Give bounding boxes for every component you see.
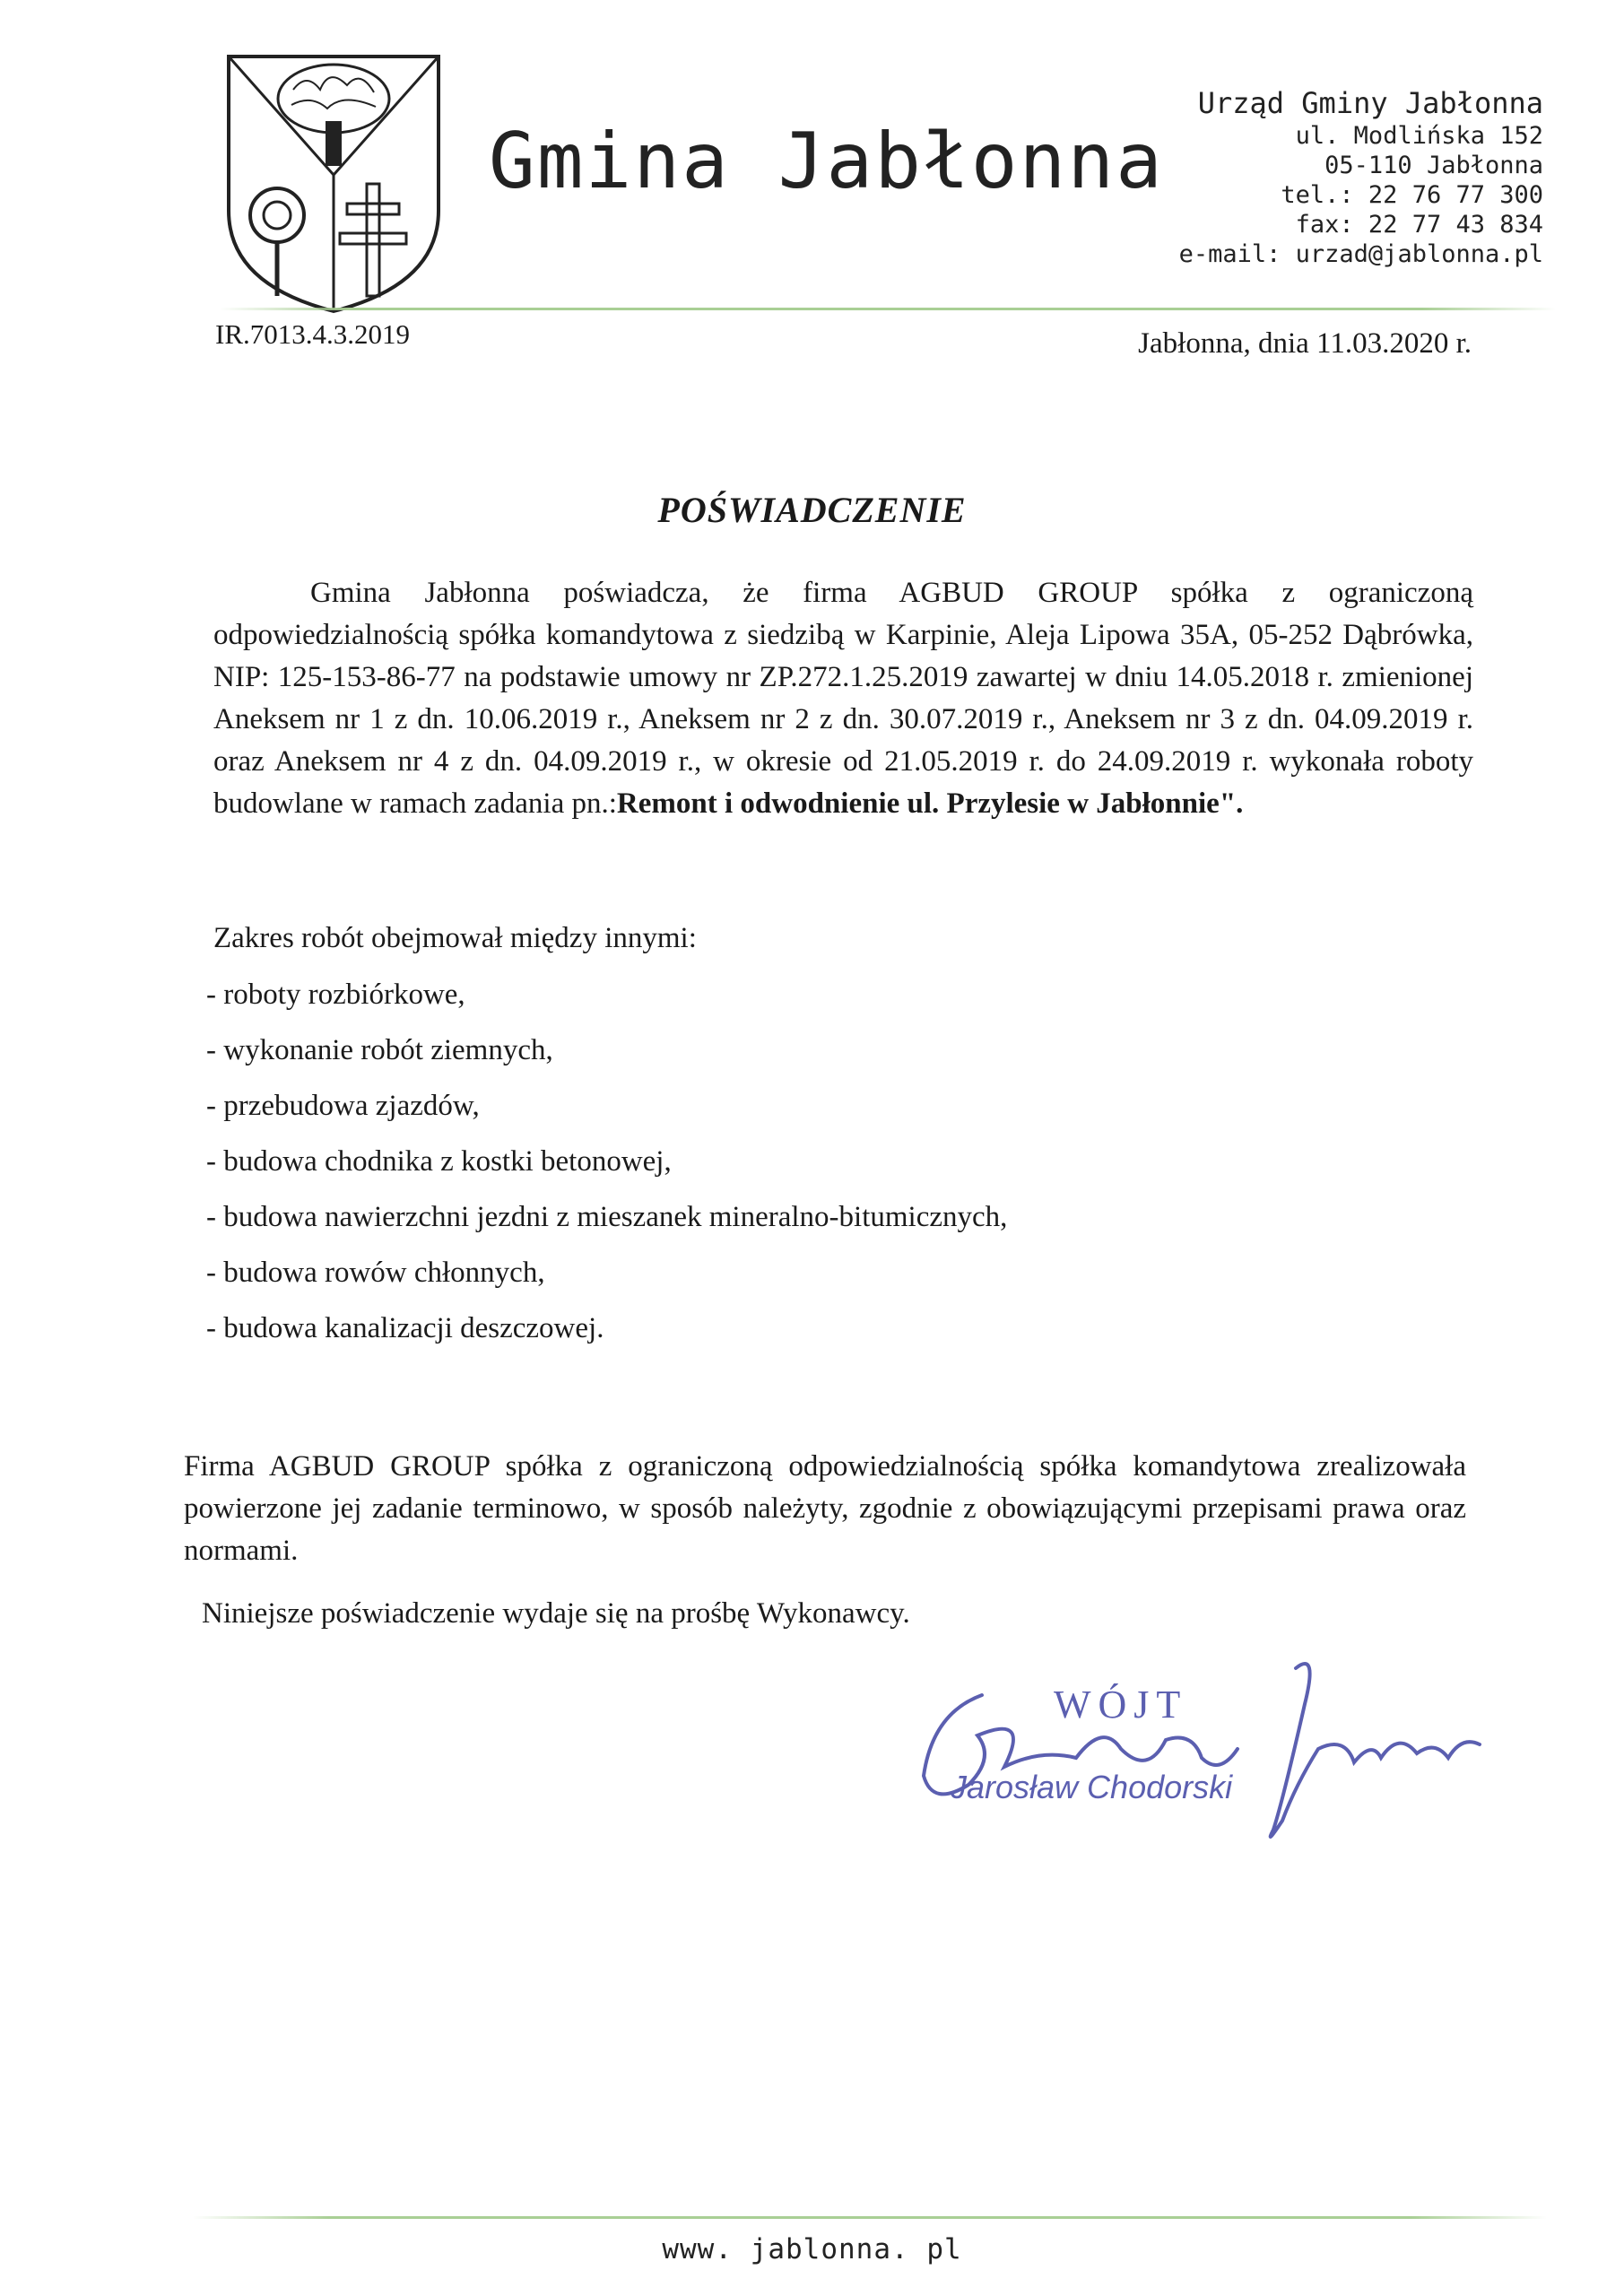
header-divider — [220, 308, 1556, 310]
footer-divider — [193, 2216, 1547, 2219]
postal-address: 05-110 Jabłonna — [1324, 152, 1543, 179]
completion-paragraph: Firma AGBUD GROUP spółka z ograniczoną odpowiedzialnością spółka komandytowa zrealizowała powierzone jej zadanie terminowo, w sposób należyty, zgodnie z obowiązującymi przepisami prawa oraz normami. — [184, 1450, 1466, 1567]
list-item: - budowa kanalizacji deszczowej. — [206, 1312, 604, 1344]
list-item: - roboty rozbiórkowe, — [206, 978, 465, 1011]
list-item: - budowa nawierzchni jezdni z mieszanek mineralno-bitumicznych, — [206, 1201, 1008, 1233]
footer-website: www. jablonna. pl — [662, 2233, 962, 2266]
scope-intro: Zakres robót obejmował między innymi: — [213, 922, 697, 954]
list-item: - wykonanie robót ziemnych, — [206, 1034, 553, 1066]
certification-text: Gmina Jabłonna poświadcza, że firma AGBUD GROUP spółka z ograniczoną odpowiedzialnością spółka komandytowa z siedzibą w Karpinie, Aleja Lipowa 35A, 05-252 Dąbrówka, NIP: 125-153-86-77 na podstawie umowy nr ZP.272.1.25.2019 zawartej w dniu 14.05.2018 r. zmienionej Aneksem nr 1 z dn. 10.06.2019 r., Aneksem nr 2 z dn. 30.07.2019 r., Aneksem nr 3 z dn. 04.09.2019 r. oraz Aneksem nr 4 z dn. 04.09.2019 r., w okresie od 21.05.2019 r. do 24.09.2019 r. wykonała roboty budowlane w ramach zadania pn.: — [213, 577, 1473, 820]
street-address: ul. Modlińska 152 — [1295, 122, 1543, 150]
certification-paragraph — [213, 572, 1473, 825]
signature-stroke-right — [1271, 1664, 1480, 1837]
issue-date: Jabłonna, dnia 11.03.2020 r. — [1138, 327, 1472, 360]
stamp-name: Jarosław Chodorski — [951, 1769, 1233, 1805]
document-heading: POŚWIADCZENIE — [657, 490, 967, 530]
list-item: - budowa chodnika z kostki betonowej, — [206, 1145, 672, 1178]
scope-list — [206, 974, 1007, 1363]
phone-number: tel.: 22 76 77 300 — [1281, 181, 1543, 209]
task-name: Remont i odwodnienie ul. Przylesie w Jabłonnie". — [616, 787, 1244, 820]
reference-number: IR.7013.4.3.2019 — [215, 318, 410, 350]
fax-number: fax: 22 77 43 834 — [1295, 211, 1543, 239]
closing-statement: Niniejsze poświadczenie wydaje się na prośbę Wykonawcy. — [202, 1597, 910, 1630]
signature-stamp — [897, 1650, 1542, 1848]
stamp-title: WÓJT — [1054, 1683, 1188, 1726]
contact-block — [1005, 85, 1543, 269]
list-item: - budowa rowów chłonnych, — [206, 1257, 545, 1289]
municipality-title: Gmina Jabłonna — [489, 117, 1164, 206]
email-address: e-mail: urzad@jablonna.pl — [1178, 240, 1543, 268]
coat-of-arms-emblem — [221, 49, 446, 318]
office-name: Urząd Gminy Jabłonna — [1197, 86, 1543, 120]
list-item: - przebudowa zjazdów, — [206, 1090, 480, 1122]
